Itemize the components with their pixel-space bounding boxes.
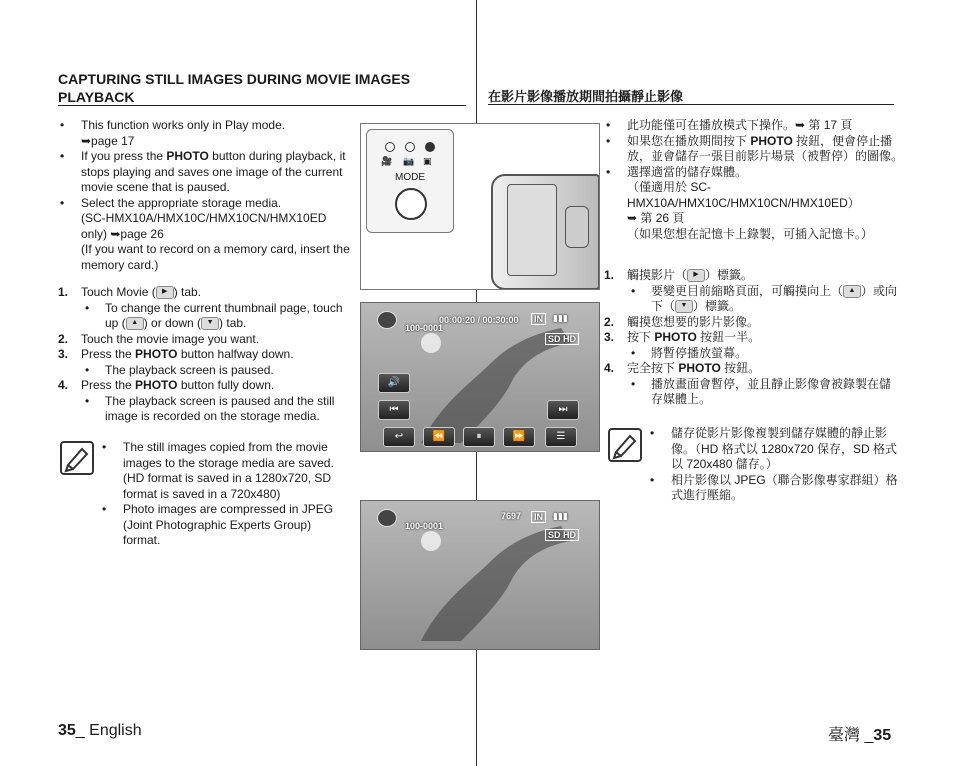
down-tab-icon: ▼	[201, 317, 219, 330]
file-number: 100-0001	[405, 323, 444, 333]
movie-mode-icon: 🎥	[381, 156, 393, 166]
steps-chinese	[604, 268, 900, 408]
up-tab-icon: ▲	[126, 317, 144, 330]
return-button[interactable]: ↩	[383, 427, 415, 447]
card-icon: IN	[531, 313, 546, 325]
card-icon: IN	[531, 511, 546, 523]
list-item: 2. Touch the movie image you want.	[58, 331, 260, 346]
list-item: 2. 觸摸您想要的影片影像。	[604, 314, 760, 329]
camcorder-body	[491, 174, 600, 290]
list-item: • 選擇適當的儲存媒體。 （僅適用於 SC-HMX10A/HMX10C/HMX10CN/HMX10ED） ➥ 第 26 頁 （如果您想在記憶卡上錄製，可插入記憶卡。）	[604, 165, 904, 243]
notes-chinese	[648, 426, 900, 504]
mode-panel	[366, 129, 454, 233]
list-item: 1. Touch Movie ( ▶ ) tab. • To change the current thumbnail page, touch up ( ▲ ) or down ( ▼ ) tab.	[58, 285, 350, 332]
intro-bullets-chinese	[604, 118, 904, 242]
rewind-button[interactable]: ⏪	[423, 427, 455, 447]
intro-bullets-english	[58, 118, 350, 273]
camcorder-illustration	[360, 123, 600, 290]
sd-hd-indicator: SD HD	[545, 529, 579, 541]
next-button[interactable]: ⏭	[547, 400, 579, 420]
section-heading-chinese: 在影片影像播放期間拍攝靜止影像	[488, 89, 684, 104]
photo-count: 7697	[501, 511, 522, 521]
page-number-chinese: 臺灣 _35	[828, 727, 892, 744]
movie-tab-icon: ▶	[156, 286, 174, 299]
paused-screen	[360, 500, 600, 650]
photo-icon	[377, 509, 397, 527]
fast-forward-button[interactable]: ⏩	[503, 427, 535, 447]
time-counter: 00:00:20 / 00:30:00	[439, 315, 519, 325]
heading-rule	[488, 104, 894, 105]
pause-button[interactable]: ⏸	[463, 427, 495, 447]
battery-icon: ▮▮▮	[553, 511, 568, 521]
notes-english	[100, 440, 348, 549]
sd-hd-indicator: SD HD	[545, 333, 579, 345]
movie-tab-icon: ▶	[687, 269, 705, 282]
list-item: • 將暫停播放螢幕。	[627, 346, 900, 362]
soccer-player-image	[361, 501, 599, 649]
list-item: • 相片影像以 JPEG（聯合影像專家群組）格式進行壓縮。	[648, 473, 900, 504]
page-number-english: 35_ English	[58, 722, 142, 739]
list-item: • 如果您在播放期間按下 PHOTO 按鈕，便會停止播放，並會儲存一張目前影片場景（被暫停）的圖像。	[604, 134, 904, 165]
list-item: • To change the current thumbnail page, touch up ( ▲ ) or down ( ▼ ) tab.	[81, 301, 350, 332]
section-heading-english: CAPTURING STILL IMAGES DURING MOVIE IMAGES PLAYBACK	[58, 71, 411, 105]
steps-english	[58, 285, 350, 425]
volume-button[interactable]: 🔊	[378, 373, 410, 393]
list-item: • Select the appropriate storage media. (SC-HMX10A/HMX10C/HMX10CN/HMX10ED only) ➥page 26 (If you want to record on a memory card, insert the memory card.)	[58, 196, 350, 274]
list-item: 4. Press the PHOTO button fully down. • The playback screen is paused and the still image is recorded on the storage media.	[58, 378, 350, 425]
up-tab-icon: ▲	[843, 285, 861, 298]
heading-rule	[58, 105, 466, 106]
movie-icon	[377, 311, 397, 329]
list-item: 4. 完全按下 PHOTO 按鈕。 • 播放畫面會暫停，並且靜止影像會被錄製在儲存媒體上。	[604, 361, 900, 408]
list-item: • 此功能僅可在播放模式下操作。➥ 第 17 頁	[604, 118, 904, 134]
list-item: • This function works only in Play mode. ➥page 17	[58, 118, 350, 149]
play-mode-icon: ▣	[423, 156, 432, 166]
list-item: 3. 按下 PHOTO 按鈕一半。 • 將暫停播放螢幕。	[604, 330, 900, 361]
list-item: • 要變更目前縮略頁面，可觸摸向上（ ▲ ）或向下（ ▼ ）標籤。	[627, 284, 900, 315]
photo-mode-icon: 📷	[403, 156, 415, 166]
list-item: • 儲存從影片影像複製到儲存媒體的靜止影像。（HD 格式以 1280x720 保存，SD 格式以 720x480 儲存。）	[648, 426, 900, 473]
down-tab-icon: ▼	[675, 300, 693, 313]
list-item: 1. 觸摸影片（ ▶ ）標籤。 • 要變更目前縮略頁面，可觸摸向上（ ▲ ）或向下（ ▼ ）標籤。	[604, 268, 900, 315]
list-item: • If you press the PHOTO button during playback, it stops playing and saves one image of the current movie scene that is paused.	[58, 149, 350, 196]
note-icon	[608, 428, 642, 462]
file-number: 100-0001	[405, 521, 444, 531]
list-item: • Photo images are compressed in JPEG (Joint Photographic Experts Group) format.	[100, 502, 348, 549]
menu-button[interactable]: ☰	[545, 427, 577, 447]
battery-icon: ▮▮▮	[553, 313, 568, 323]
mode-button	[395, 188, 427, 220]
note-icon	[60, 441, 94, 475]
list-item: 3. Press the PHOTO button halfway down. • The playback screen is paused.	[58, 347, 350, 378]
list-item: • The playback screen is paused and the still image is recorded on the storage media.	[81, 394, 350, 425]
list-item: • The playback screen is paused.	[81, 363, 350, 379]
list-item: • 播放畫面會暫停，並且靜止影像會被錄製在儲存媒體上。	[627, 377, 900, 408]
mode-label: MODE	[395, 172, 425, 183]
list-item: • The still images copied from the movie images to the storage media are saved. (HD format is saved in a 1280x720, SD format is saved in a 720x480)	[100, 440, 348, 502]
previous-button[interactable]: ⏮	[378, 400, 410, 420]
playback-screen	[360, 302, 600, 452]
